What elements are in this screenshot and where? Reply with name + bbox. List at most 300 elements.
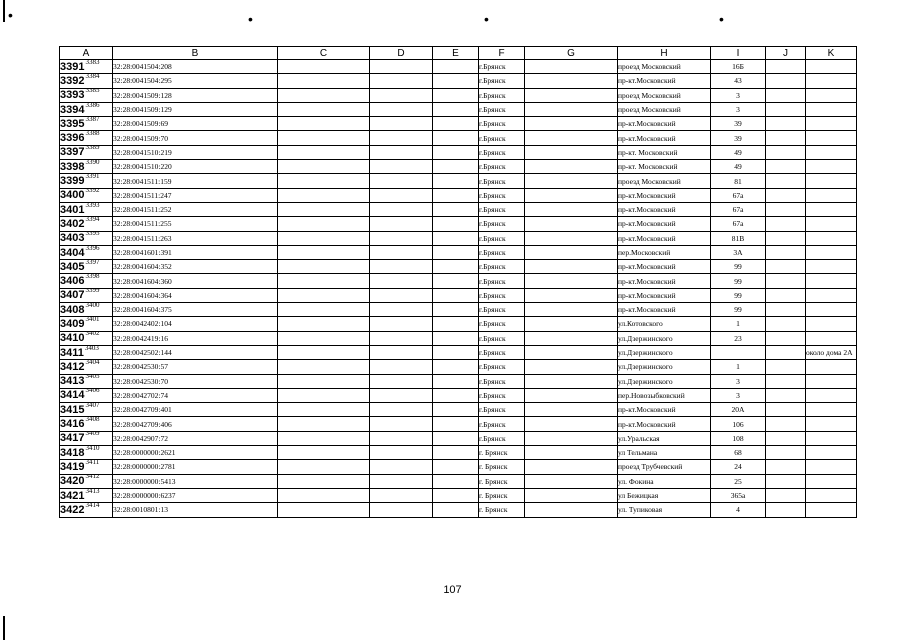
empty-cell-d: [370, 317, 433, 331]
cadastral-number-cell: 32:28:0041510:220: [113, 160, 278, 174]
empty-cell-d: [370, 417, 433, 431]
street-cell: ул.Дзержинского: [618, 360, 711, 374]
empty-cell-g: [525, 474, 618, 488]
street-cell: проезд Московский: [618, 60, 711, 74]
house-number-cell: 81: [711, 174, 766, 188]
note-cell: [806, 388, 857, 402]
empty-cell-j: [766, 145, 806, 159]
empty-cell-d: [370, 145, 433, 159]
original-index: 3396: [85, 245, 100, 252]
row-number: 3406: [60, 275, 85, 288]
empty-cell-g: [525, 446, 618, 460]
empty-cell-g: [525, 145, 618, 159]
cadastral-number-cell: 32:28:0041604:352: [113, 260, 278, 274]
row-number: 3417: [60, 432, 85, 445]
cadastral-number-cell: 32:28:0041504:295: [113, 74, 278, 88]
empty-cell-j: [766, 503, 806, 517]
original-index: 3412: [85, 474, 100, 481]
empty-cell-j: [766, 231, 806, 245]
city-cell: г.Брянск: [479, 217, 525, 231]
cadastral-number-cell: 32:28:0041511:263: [113, 231, 278, 245]
empty-cell-j: [766, 288, 806, 302]
empty-cell-g: [525, 288, 618, 302]
empty-cell-g: [525, 403, 618, 417]
city-cell: г. Брянск: [479, 488, 525, 502]
city-cell: г.Брянск: [479, 403, 525, 417]
original-index: 3394: [85, 216, 100, 223]
scan-dot-mark: •: [719, 11, 724, 27]
note-cell: [806, 317, 857, 331]
table-row: [60, 460, 857, 474]
city-cell: г.Брянск: [479, 202, 525, 216]
original-index: 3413: [85, 488, 100, 495]
empty-cell-e: [433, 460, 479, 474]
row-number-cell: [60, 460, 113, 474]
row-number-cell: [60, 145, 113, 159]
row-number-cell: [60, 202, 113, 216]
street-cell: ул Тельмана: [618, 446, 711, 460]
empty-cell-c: [278, 74, 370, 88]
empty-cell-g: [525, 202, 618, 216]
table-row: [60, 503, 857, 517]
cadastral-number-cell: 32:28:0041511:247: [113, 188, 278, 202]
empty-cell-c: [278, 446, 370, 460]
empty-cell-j: [766, 160, 806, 174]
city-cell: г.Брянск: [479, 74, 525, 88]
row-number: 3394: [60, 103, 85, 116]
note-cell: [806, 403, 857, 417]
street-cell: пр-кт.Московский: [618, 202, 711, 216]
empty-cell-c: [278, 174, 370, 188]
empty-cell-e: [433, 288, 479, 302]
table-row: [60, 417, 857, 431]
empty-cell-j: [766, 431, 806, 445]
empty-cell-j: [766, 360, 806, 374]
street-cell: пр-кт.Московский: [618, 274, 711, 288]
empty-cell-g: [525, 345, 618, 359]
original-index: 3389: [85, 145, 100, 152]
row-number: 3397: [60, 146, 85, 159]
original-index: 3392: [85, 188, 100, 195]
empty-cell-e: [433, 360, 479, 374]
house-number-cell: 3А: [711, 245, 766, 259]
street-cell: ул.Уральская: [618, 431, 711, 445]
city-cell: г.Брянск: [479, 160, 525, 174]
row-number-cell: [60, 503, 113, 517]
row-number: 3415: [60, 403, 85, 416]
empty-cell-d: [370, 202, 433, 216]
cadastral-number-cell: 32:28:0041509:69: [113, 117, 278, 131]
empty-cell-c: [278, 488, 370, 502]
empty-cell-e: [433, 145, 479, 159]
empty-cell-e: [433, 102, 479, 116]
table-row: [60, 474, 857, 488]
row-number: 3422: [60, 503, 85, 516]
empty-cell-j: [766, 345, 806, 359]
row-number: 3395: [60, 117, 85, 130]
empty-cell-j: [766, 117, 806, 131]
table-row: [60, 288, 857, 302]
city-cell: г. Брянск: [479, 503, 525, 517]
column-header-c: C: [278, 47, 370, 60]
house-number-cell: 3: [711, 88, 766, 102]
empty-cell-d: [370, 288, 433, 302]
table-row: [60, 74, 857, 88]
table-row: [60, 303, 857, 317]
empty-cell-c: [278, 260, 370, 274]
original-index: 3398: [85, 273, 100, 281]
table-row: [60, 217, 857, 231]
note-cell: [806, 88, 857, 102]
empty-cell-j: [766, 245, 806, 259]
empty-cell-c: [278, 88, 370, 102]
empty-cell-e: [433, 317, 479, 331]
original-index: 3410: [85, 445, 100, 452]
cadastral-number-cell: 32:28:0042530:70: [113, 374, 278, 388]
house-number-cell: 4: [711, 503, 766, 517]
street-cell: проезд Московский: [618, 174, 711, 188]
house-number-cell: 68: [711, 446, 766, 460]
empty-cell-j: [766, 474, 806, 488]
empty-cell-j: [766, 188, 806, 202]
empty-cell-g: [525, 460, 618, 474]
street-cell: ул.Дзержинского: [618, 374, 711, 388]
note-cell: [806, 431, 857, 445]
note-cell: [806, 331, 857, 345]
table-row: [60, 374, 857, 388]
city-cell: г.Брянск: [479, 345, 525, 359]
city-cell: г.Брянск: [479, 60, 525, 74]
table-row: [60, 117, 857, 131]
street-cell: ул. Фокина: [618, 474, 711, 488]
city-cell: г.Брянск: [479, 388, 525, 402]
table-row: [60, 488, 857, 502]
empty-cell-e: [433, 160, 479, 174]
house-number-cell: 365а: [711, 488, 766, 502]
street-cell: ул Бежицкая: [618, 488, 711, 502]
note-cell: [806, 231, 857, 245]
street-cell: проезд Московский: [618, 102, 711, 116]
empty-cell-j: [766, 488, 806, 502]
empty-cell-c: [278, 474, 370, 488]
cadastral-number-cell: 32:28:0041511:255: [113, 217, 278, 231]
note-cell: [806, 374, 857, 388]
column-header-a: A: [60, 47, 113, 60]
row-number-cell: [60, 303, 113, 317]
original-index: 3402: [85, 331, 100, 338]
street-cell: пер.Московский: [618, 245, 711, 259]
empty-cell-e: [433, 446, 479, 460]
cadastral-number-cell: 32:28:0000000:5413: [113, 474, 278, 488]
empty-cell-d: [370, 460, 433, 474]
table-row: [60, 102, 857, 116]
empty-cell-e: [433, 488, 479, 502]
row-number-cell: [60, 160, 113, 174]
cadastral-number-cell: 32:28:0041509:128: [113, 88, 278, 102]
empty-cell-j: [766, 374, 806, 388]
empty-cell-g: [525, 117, 618, 131]
original-index: 3406: [85, 388, 100, 395]
empty-cell-j: [766, 317, 806, 331]
cadastral-number-cell: 32:28:0042702:74: [113, 388, 278, 402]
city-cell: г.Брянск: [479, 417, 525, 431]
empty-cell-d: [370, 160, 433, 174]
original-index: 3414: [85, 502, 100, 509]
original-index: 3383: [85, 59, 100, 66]
row-number: 3420: [60, 475, 85, 488]
street-cell: пр-кт.Московский: [618, 260, 711, 274]
empty-cell-e: [433, 188, 479, 202]
note-cell: [806, 160, 857, 174]
empty-cell-g: [525, 74, 618, 88]
street-cell: пр-кт.Московский: [618, 131, 711, 145]
house-number-cell: 3: [711, 374, 766, 388]
empty-cell-d: [370, 446, 433, 460]
empty-cell-e: [433, 260, 479, 274]
empty-cell-c: [278, 503, 370, 517]
row-number: 3399: [60, 175, 85, 188]
empty-cell-c: [278, 117, 370, 131]
scan-edge-mark: [3, 616, 5, 640]
table-row: [60, 131, 857, 145]
empty-cell-d: [370, 503, 433, 517]
cadastral-number-cell: 32:28:0042907:72: [113, 431, 278, 445]
empty-cell-d: [370, 388, 433, 402]
city-cell: г.Брянск: [479, 88, 525, 102]
empty-cell-c: [278, 188, 370, 202]
house-number-cell: 108: [711, 431, 766, 445]
row-number: 3404: [60, 246, 85, 259]
row-number: 3407: [60, 289, 85, 302]
original-index: 3403: [84, 345, 99, 352]
original-index: 3407: [85, 402, 100, 409]
row-number-cell: [60, 188, 113, 202]
column-header-k: K: [806, 47, 857, 60]
empty-cell-j: [766, 174, 806, 188]
street-cell: пр-кт.Московский: [618, 231, 711, 245]
house-number-cell: 43: [711, 74, 766, 88]
cadastral-number-cell: 32:28:0000000:2781: [113, 460, 278, 474]
table-row: [60, 345, 857, 359]
house-number-cell: 23: [711, 331, 766, 345]
empty-cell-c: [278, 317, 370, 331]
row-number: 3410: [60, 332, 85, 345]
empty-cell-e: [433, 231, 479, 245]
street-cell: ул.Дзержинского: [618, 345, 711, 359]
empty-cell-e: [433, 503, 479, 517]
empty-cell-c: [278, 231, 370, 245]
empty-cell-c: [278, 60, 370, 74]
original-index: 3409: [85, 431, 100, 438]
empty-cell-g: [525, 360, 618, 374]
empty-cell-g: [525, 274, 618, 288]
city-cell: г.Брянск: [479, 374, 525, 388]
empty-cell-c: [278, 431, 370, 445]
cadastral-number-cell: 32:28:0010801:13: [113, 503, 278, 517]
empty-cell-d: [370, 74, 433, 88]
empty-cell-d: [370, 131, 433, 145]
empty-cell-e: [433, 331, 479, 345]
row-number-cell: [60, 74, 113, 88]
city-cell: г.Брянск: [479, 102, 525, 116]
cadastral-number-cell: 32:28:0042402:104: [113, 317, 278, 331]
empty-cell-e: [433, 74, 479, 88]
row-number-cell: [60, 260, 113, 274]
table-row: [60, 145, 857, 159]
empty-cell-d: [370, 474, 433, 488]
cadastral-number-cell: 32:28:0000000:2621: [113, 446, 278, 460]
house-number-cell: 25: [711, 474, 766, 488]
empty-cell-c: [278, 303, 370, 317]
row-number-cell: [60, 217, 113, 231]
row-number-cell: [60, 317, 113, 331]
empty-cell-g: [525, 60, 618, 74]
empty-cell-d: [370, 274, 433, 288]
empty-cell-c: [278, 403, 370, 417]
original-index: 3388: [85, 130, 100, 138]
street-cell: ул.Котовского: [618, 317, 711, 331]
note-cell: [806, 260, 857, 274]
row-number-cell: [60, 417, 113, 431]
note-cell: [806, 446, 857, 460]
empty-cell-d: [370, 117, 433, 131]
note-cell: около дома 2А: [806, 345, 857, 359]
empty-cell-d: [370, 188, 433, 202]
empty-cell-j: [766, 131, 806, 145]
empty-cell-j: [766, 74, 806, 88]
original-index: 3395: [85, 231, 100, 238]
empty-cell-j: [766, 202, 806, 216]
cadastral-number-cell: 32:28:0041601:391: [113, 245, 278, 259]
street-cell: пр-кт.Московский: [618, 417, 711, 431]
city-cell: г.Брянск: [479, 231, 525, 245]
column-header-f: F: [479, 47, 525, 60]
empty-cell-j: [766, 260, 806, 274]
column-header-b: B: [113, 47, 278, 60]
empty-cell-g: [525, 388, 618, 402]
row-number-cell: [60, 102, 113, 116]
table-row: [60, 160, 857, 174]
empty-cell-d: [370, 174, 433, 188]
empty-cell-d: [370, 360, 433, 374]
street-cell: проезд Московский: [618, 88, 711, 102]
row-number-cell: [60, 431, 113, 445]
empty-cell-g: [525, 417, 618, 431]
original-index: 3401: [85, 316, 100, 323]
note-cell: [806, 417, 857, 431]
empty-cell-c: [278, 131, 370, 145]
original-index: 3393: [85, 202, 100, 209]
empty-cell-g: [525, 503, 618, 517]
house-number-cell: 81В: [711, 231, 766, 245]
cadastral-number-cell: 32:28:0042419:16: [113, 331, 278, 345]
column-header-d: D: [370, 47, 433, 60]
cadastral-number-cell: 32:28:0041509:129: [113, 102, 278, 116]
table-row: [60, 274, 857, 288]
empty-cell-e: [433, 474, 479, 488]
row-number: 3398: [60, 160, 85, 173]
house-number-cell: 99: [711, 288, 766, 302]
empty-cell-d: [370, 102, 433, 116]
empty-cell-c: [278, 460, 370, 474]
empty-cell-e: [433, 217, 479, 231]
scan-edge-mark: [3, 0, 5, 22]
street-cell: пр-кт.Московский: [618, 303, 711, 317]
empty-cell-j: [766, 88, 806, 102]
column-header-h: H: [618, 47, 711, 60]
empty-cell-d: [370, 488, 433, 502]
street-cell: пр-кт.Московский: [618, 117, 711, 131]
empty-cell-d: [370, 374, 433, 388]
empty-cell-g: [525, 303, 618, 317]
empty-cell-e: [433, 388, 479, 402]
city-cell: г.Брянск: [479, 274, 525, 288]
column-header-j: J: [766, 47, 806, 60]
note-cell: [806, 202, 857, 216]
empty-cell-g: [525, 374, 618, 388]
row-number: 3408: [60, 303, 85, 316]
cadastral-number-cell: 32:28:0041509:70: [113, 131, 278, 145]
street-cell: пр-кт.Московский: [618, 188, 711, 202]
empty-cell-e: [433, 131, 479, 145]
note-cell: [806, 288, 857, 302]
table-row: [60, 331, 857, 345]
original-index: 3386: [85, 102, 100, 109]
empty-cell-e: [433, 303, 479, 317]
note-cell: [806, 488, 857, 502]
table-row: [60, 446, 857, 460]
cadastral-number-cell: 32:28:0041604:364: [113, 288, 278, 302]
row-number: 3393: [60, 89, 85, 102]
empty-cell-d: [370, 260, 433, 274]
empty-cell-c: [278, 360, 370, 374]
street-cell: пр-кт.Московский: [618, 288, 711, 302]
note-cell: [806, 102, 857, 116]
city-cell: г. Брянск: [479, 460, 525, 474]
empty-cell-g: [525, 488, 618, 502]
empty-cell-d: [370, 345, 433, 359]
row-number: 3409: [60, 317, 85, 330]
empty-cell-g: [525, 331, 618, 345]
note-cell: [806, 131, 857, 145]
scan-dot-mark: •: [8, 7, 13, 23]
empty-cell-c: [278, 388, 370, 402]
row-number: 3411: [60, 346, 84, 359]
note-cell: [806, 503, 857, 517]
city-cell: г.Брянск: [479, 131, 525, 145]
note-cell: [806, 60, 857, 74]
empty-cell-g: [525, 317, 618, 331]
table-body: [60, 60, 857, 518]
row-number-cell: [60, 60, 113, 74]
city-cell: г.Брянск: [479, 303, 525, 317]
note-cell: [806, 274, 857, 288]
empty-cell-d: [370, 60, 433, 74]
row-number: 3392: [60, 74, 85, 87]
row-number-cell: [60, 88, 113, 102]
original-index: 3411: [85, 459, 100, 466]
empty-cell-e: [433, 345, 479, 359]
note-cell: [806, 474, 857, 488]
house-number-cell: 3: [711, 388, 766, 402]
empty-cell-c: [278, 374, 370, 388]
table-row: [60, 202, 857, 216]
column-header-i: I: [711, 47, 766, 60]
table-row: [60, 317, 857, 331]
table-row: [60, 245, 857, 259]
empty-cell-e: [433, 374, 479, 388]
row-number-cell: [60, 374, 113, 388]
